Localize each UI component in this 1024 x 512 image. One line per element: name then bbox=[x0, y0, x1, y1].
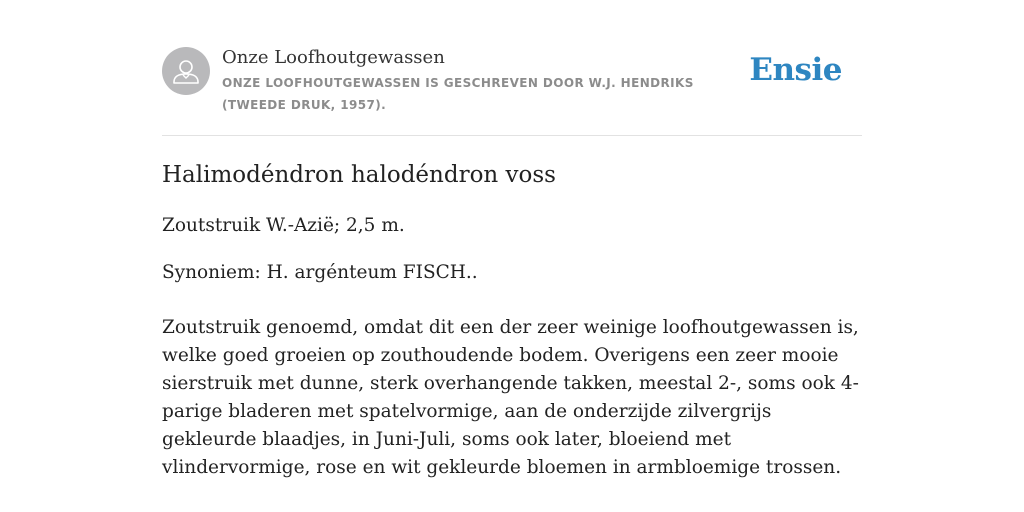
page-container bbox=[162, 0, 862, 482]
ensie-logo[interactable]: Ensie bbox=[749, 52, 842, 88]
source-header bbox=[162, 0, 862, 136]
article-paragraph-description: Zoutstruik genoemd, omdat dit een der zeer weinige loofhoutgewassen is, welke goed groeien op zouthoudende bodem. Overigens een zeer mooie sierstruik met dunne, sterk overhangende takken, meestal 2-, soms ook 4-parige bladeren met spatelvormige, aan de onderzijde zilvergrijs gekleurde blaadjes, in Juni-Juli, soms ook later, bloeiend met vlindervormige, rose en wit gekleurde bloemen in armbloemige trossen. bbox=[162, 317, 859, 478]
avatar[interactable] bbox=[162, 47, 210, 95]
source-title[interactable]: Onze Loofhoutgewassen bbox=[222, 47, 445, 68]
source-description: ONZE LOOFHOUTGEWASSEN IS GESCHREVEN DOOR W.J. HENDRIKS (TWEEDE DRUK, 1957). bbox=[222, 76, 694, 112]
user-icon bbox=[162, 47, 210, 95]
article-title: Halimodéndron halodéndron voss bbox=[162, 162, 556, 188]
article-paragraph-summary: Zoutstruik W.-Azië; 2,5 m. bbox=[162, 215, 405, 236]
article-paragraph-synonym: Synoniem: H. argénteum FISCH.. bbox=[162, 262, 478, 283]
